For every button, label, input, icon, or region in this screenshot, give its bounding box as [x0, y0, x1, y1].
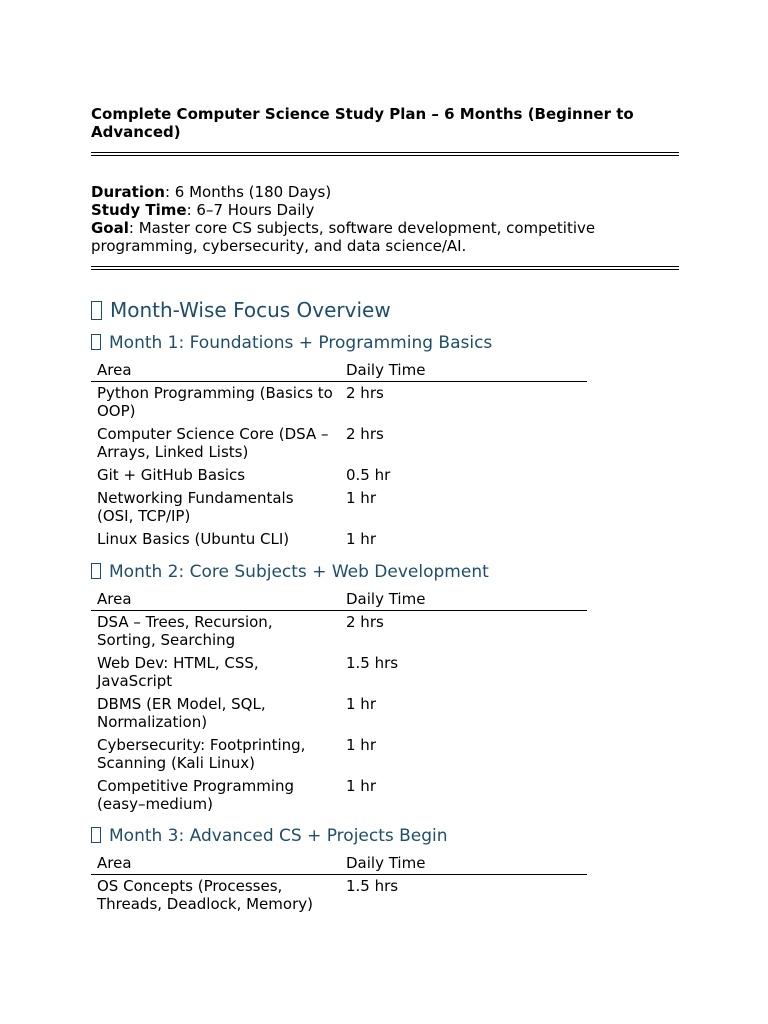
daily-time-cell: 1 hr — [346, 530, 376, 548]
duration-line — [91, 183, 679, 201]
table-row — [91, 423, 587, 464]
area-cell: Networking Fundamentals (OSI, TCP/IP) — [97, 489, 294, 525]
area-cell: Web Dev: HTML, CSS, JavaScript — [97, 654, 259, 690]
month-1-table — [91, 360, 587, 551]
daily-time-cell: 1.5 hrs — [346, 877, 399, 895]
study-time-label: Study Time — [91, 201, 187, 219]
overview-heading — [91, 298, 391, 322]
table-row — [91, 652, 587, 693]
double-rule-divider — [91, 266, 679, 270]
table-row — [91, 611, 587, 653]
month-3-heading — [91, 826, 448, 847]
area-cell: Cybersecurity: Footprinting, Scanning (Kali Linux) — [97, 736, 306, 772]
area-cell: Linux Basics (Ubuntu CLI) — [97, 530, 290, 548]
month-2-table — [91, 589, 587, 816]
duration-value: : 6 Months (180 Days) — [164, 183, 332, 201]
month-2-heading-text: Month 2: Core Subjects + Web Development — [109, 562, 489, 582]
daily-time-cell: 0.5 hr — [346, 466, 391, 484]
daily-time-cell: 2 hrs — [346, 425, 384, 443]
area-cell: DBMS (ER Model, SQL, Normalization) — [97, 695, 266, 731]
daily-time-cell: 1 hr — [346, 736, 376, 754]
area-cell: Git + GitHub Basics — [97, 466, 246, 484]
overview-heading-text: Month-Wise Focus Overview — [110, 298, 391, 322]
month-3-heading-text: Month 3: Advanced CS + Projects Begin — [109, 826, 448, 846]
month-1-heading-text: Month 1: Foundations + Programming Basics — [109, 333, 493, 353]
area-cell: OS Concepts (Processes, Threads, Deadlock, Memory) — [97, 877, 313, 913]
goal-value: : Master core CS subjects, software development, competitive programming, cybersecurity, and data science/AI. — [91, 219, 596, 255]
area-column-header: Area — [91, 589, 340, 611]
daily-time-column-header: Daily Time — [340, 853, 587, 875]
table-row — [91, 775, 587, 816]
area-cell: DSA – Trees, Recursion, Sorting, Searching — [97, 613, 273, 649]
daily-time-column-header: Daily Time — [340, 589, 587, 611]
area-column-header: Area — [91, 853, 340, 875]
month-1-heading — [91, 333, 492, 354]
area-cell: Competitive Programming (easy–medium) — [97, 777, 295, 813]
daily-time-cell: 1 hr — [346, 695, 376, 713]
table-row — [91, 382, 587, 424]
table-row — [91, 693, 587, 734]
area-cell: Python Programming (Basics to OOP) — [97, 384, 333, 420]
document-title: Complete Computer Science Study Plan – 6 Months (Beginner to Advanced) — [91, 105, 634, 141]
table-row — [91, 875, 587, 917]
daily-time-cell: 1.5 hrs — [346, 654, 399, 672]
missing-glyph-box-icon — [91, 301, 102, 320]
table-header-row — [91, 360, 587, 382]
duration-label: Duration — [91, 183, 165, 201]
daily-time-cell: 2 hrs — [346, 384, 384, 402]
table-row — [91, 734, 587, 775]
area-cell: Computer Science Core (DSA – Arrays, Linked Lists) — [97, 425, 329, 461]
missing-glyph-box-icon — [91, 827, 101, 843]
daily-time-cell: 1 hr — [346, 489, 376, 507]
double-rule-divider — [91, 152, 679, 156]
table-row — [91, 487, 587, 528]
goal-line — [91, 219, 679, 255]
plan-summary — [91, 183, 679, 255]
missing-glyph-box-icon — [91, 334, 101, 350]
study-time-line — [91, 201, 679, 219]
daily-time-cell: 2 hrs — [346, 613, 384, 631]
table-header-row — [91, 589, 587, 611]
daily-time-column-header: Daily Time — [340, 360, 587, 382]
goal-label: Goal — [91, 219, 129, 237]
study-time-value: : 6–7 Hours Daily — [186, 201, 315, 219]
month-3-table — [91, 853, 587, 916]
area-column-header: Area — [91, 360, 340, 382]
month-2-heading — [91, 562, 489, 583]
table-row — [91, 528, 587, 551]
daily-time-cell: 1 hr — [346, 777, 376, 795]
table-header-row — [91, 853, 587, 875]
missing-glyph-box-icon — [91, 563, 101, 579]
table-row — [91, 464, 587, 487]
